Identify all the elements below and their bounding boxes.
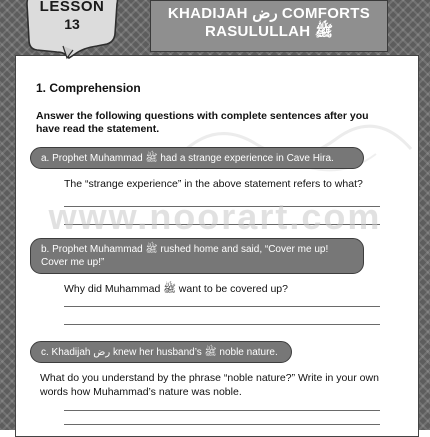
statement-c: c. Khadijah رض knew her husband’s ﷺ noble nature. <box>30 341 292 363</box>
answer-line[interactable] <box>64 306 380 307</box>
answer-line[interactable] <box>64 206 380 207</box>
lesson-title-line-1: KHADIJAH رض COMFORTS <box>167 5 371 22</box>
statement-a: a. Prophet Muhammad ﷺ had a strange experience in Cave Hira. <box>30 147 364 169</box>
answer-line[interactable] <box>64 324 380 325</box>
question-b: Why did Muhammad ﷺ want to be covered up? <box>64 283 288 295</box>
answer-line[interactable] <box>64 424 380 425</box>
lesson-scroll-banner <box>23 0 121 60</box>
answer-line[interactable] <box>64 410 380 411</box>
lesson-title-box <box>150 0 388 52</box>
lesson-label: LESSON <box>39 0 105 15</box>
question-c: What do you understand by the phrase “noble nature?” Write in your own words how Muhammad’s nature was noble. <box>40 372 379 398</box>
section-heading: 1. Comprehension <box>36 81 141 95</box>
question-a: The “strange experience” in the above statement refers to what? <box>64 178 363 190</box>
watermark-text: www.noorart.com <box>48 196 382 237</box>
instructions-text: Answer the following questions with complete sentences after you have read the statement. <box>36 110 369 135</box>
lesson-number: 13 <box>64 16 80 32</box>
answer-line[interactable] <box>64 224 380 225</box>
lesson-title-line-2: RASULULLAH ﷺ <box>204 23 334 40</box>
statement-b: b. Prophet Muhammad ﷺ rushed home and said, “Cover me up! Cover me up!” <box>30 238 364 274</box>
